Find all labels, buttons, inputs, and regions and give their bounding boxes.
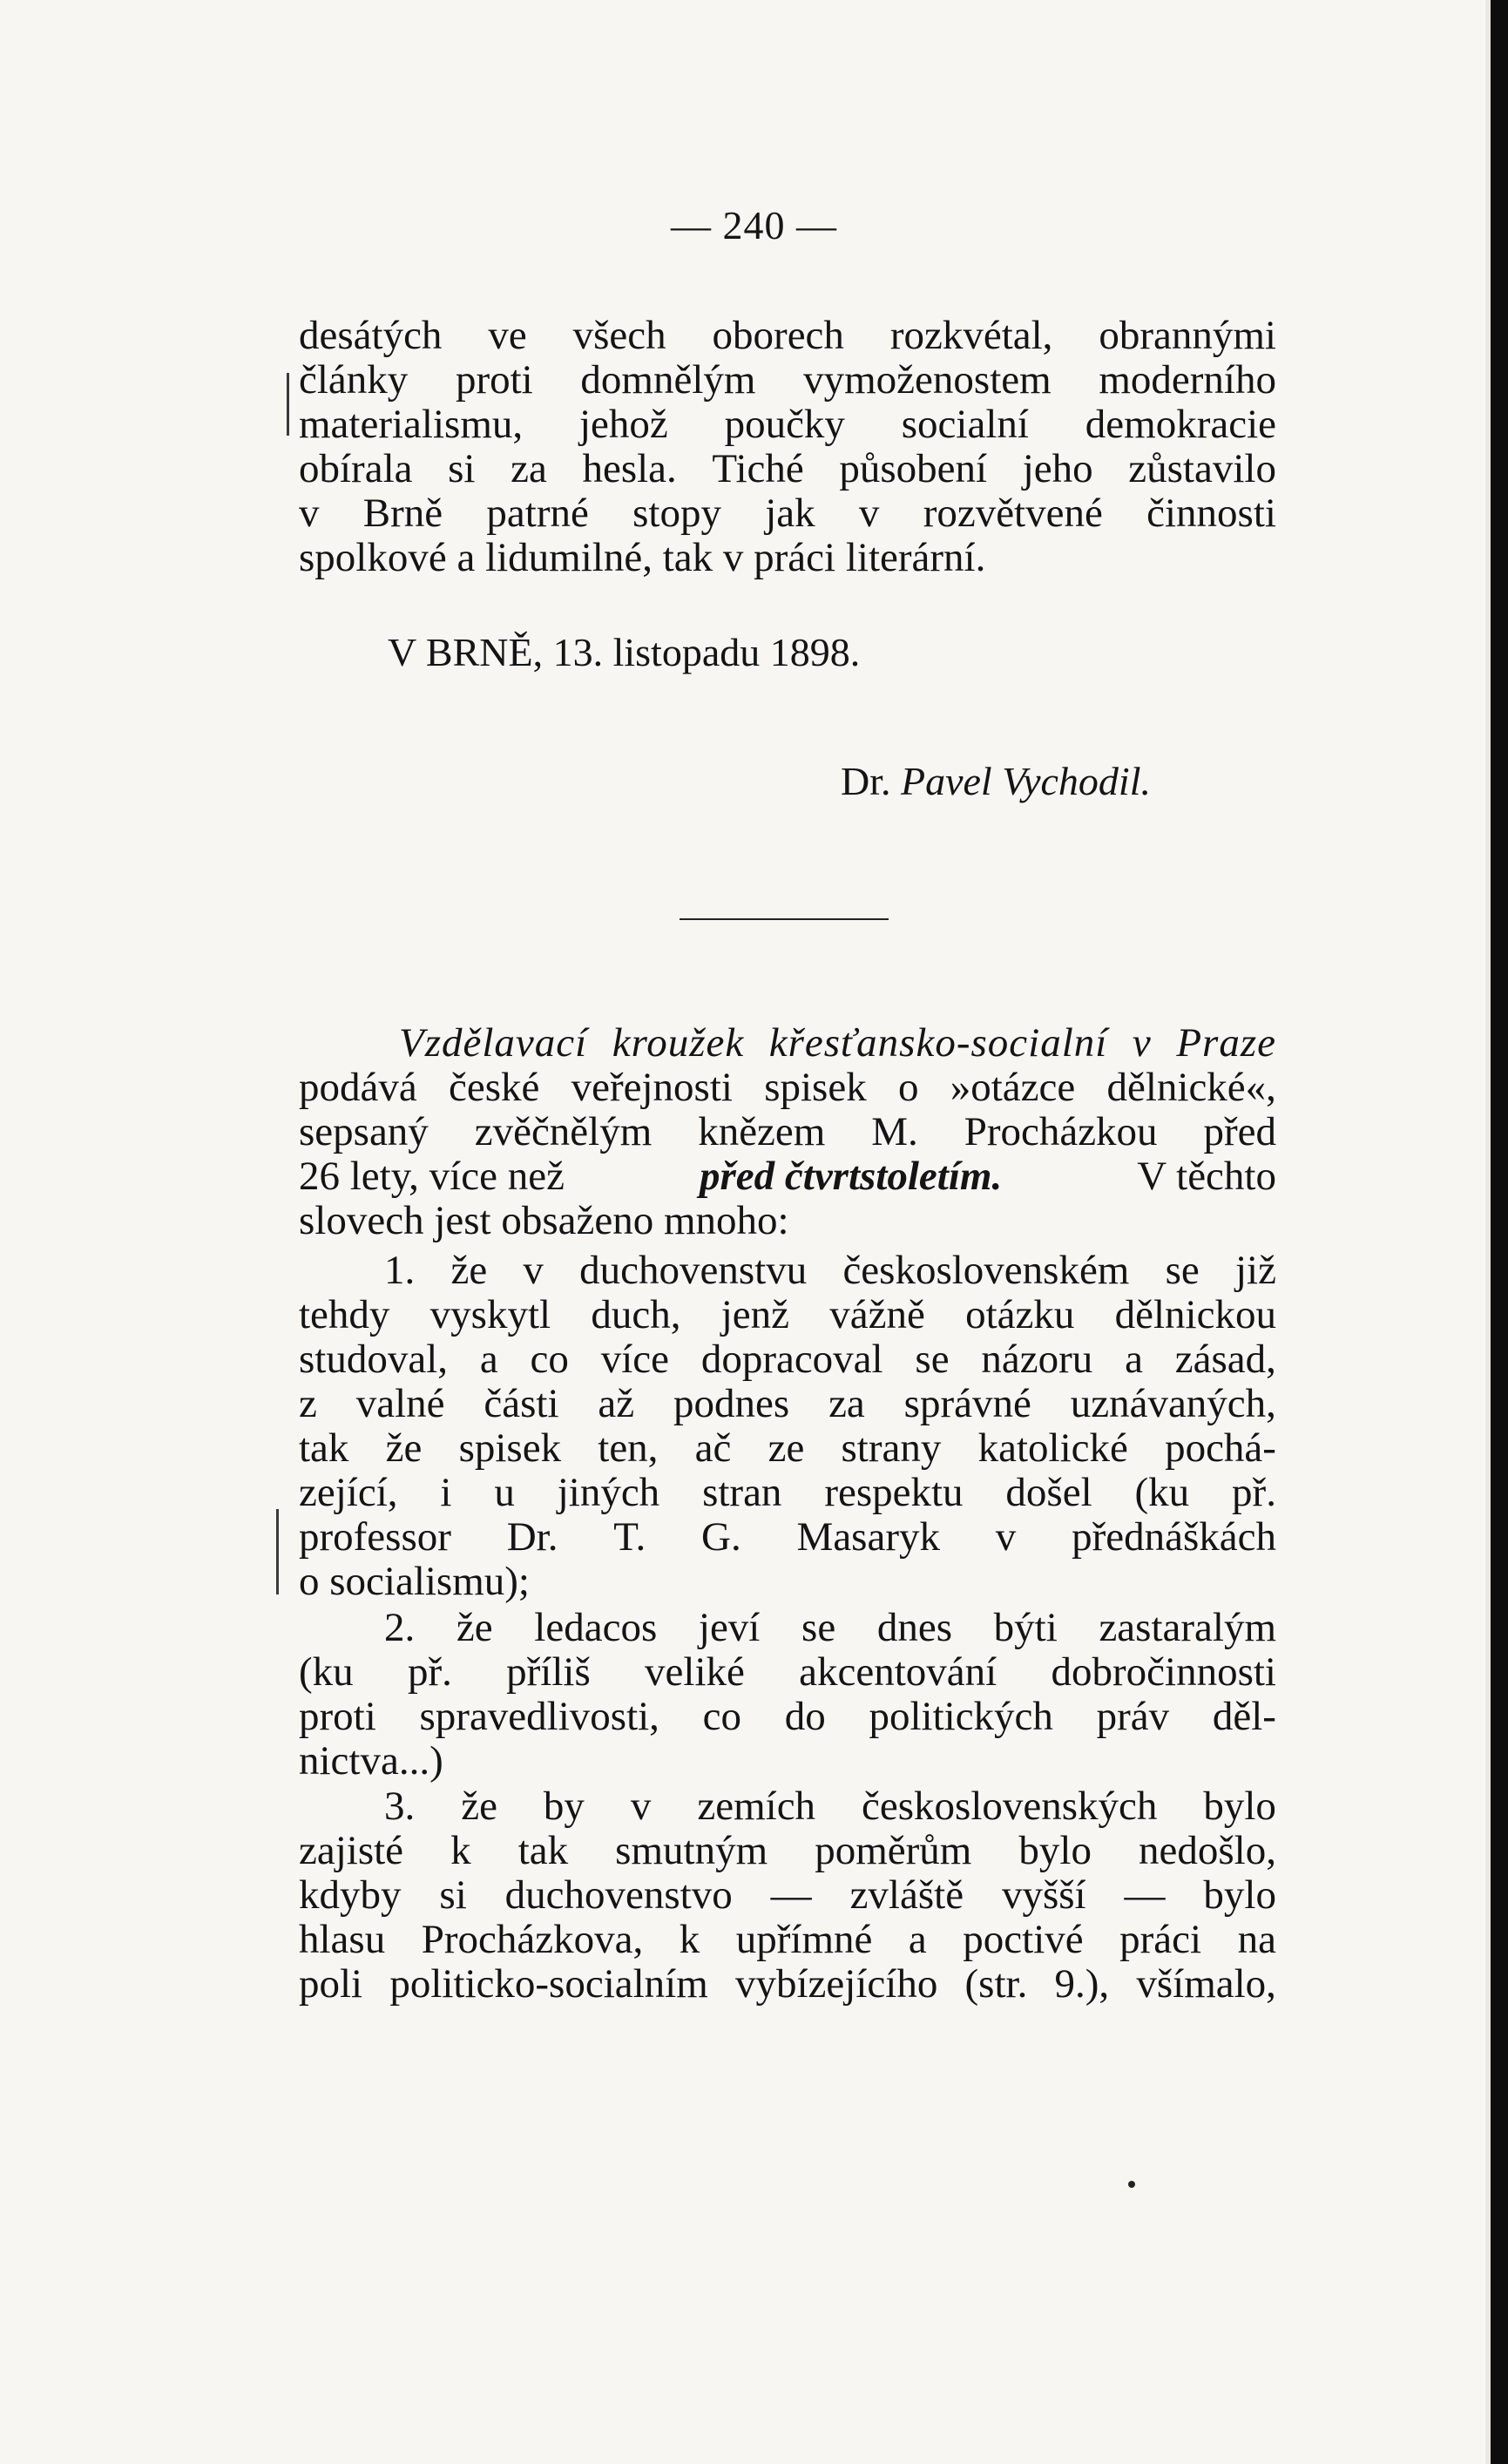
text-line: nictva...) bbox=[299, 1738, 443, 1784]
signature-title: Dr. bbox=[841, 759, 891, 803]
text-line: kdyby si duchovenstvo — zvláště vyšší — bylo bbox=[299, 1872, 1276, 1918]
text-line bbox=[299, 1154, 1276, 1199]
text-line: desátých ve všech oborech rozkvétal, obrannými bbox=[299, 313, 1276, 358]
point-3 bbox=[299, 1784, 1276, 2007]
text-line: studoval, a co více dopracoval se názoru a zásad, bbox=[299, 1337, 1276, 1382]
notice-paragraph bbox=[299, 1021, 1276, 1243]
text-fragment: V těchto bbox=[1137, 1154, 1276, 1199]
text-line: (ku př. příliš veliké akcentování dobročinnosti bbox=[299, 1649, 1276, 1695]
place-date: V BRNĚ, 13. listopadu 1898. bbox=[388, 630, 861, 674]
text-line: proti spravedlivosti, co do politických práv děl- bbox=[299, 1694, 1276, 1739]
margin-mark bbox=[287, 373, 289, 436]
text-line: 1. že v duchovenstvu československém se již bbox=[384, 1248, 1276, 1293]
text-line: podává české veřejnosti spisek o »otázce dělnické«, bbox=[299, 1065, 1276, 1110]
point-2 bbox=[299, 1606, 1276, 1784]
point-1 bbox=[299, 1249, 1276, 1604]
text-line: v Brně patrné stopy jak v rozvětvené činnosti bbox=[299, 491, 1276, 536]
text-line: slovech jest obsaženo mnoho: bbox=[299, 1198, 789, 1243]
text-line: poli politicko-socialním vybízejícího (str. 9.), všímalo, bbox=[299, 1961, 1276, 2007]
text-line: sepsaný zvěčnělým knězem M. Procházkou před bbox=[299, 1109, 1276, 1154]
signature bbox=[841, 758, 1151, 804]
signature-name: Pavel Vychodil. bbox=[901, 759, 1151, 803]
text-line: zajisté k tak smutným poměrům bylo nedošlo, bbox=[299, 1828, 1276, 1873]
text-line: o socialismu); bbox=[299, 1559, 530, 1604]
page-edge-border bbox=[1491, 0, 1508, 2464]
text-line: 3. že by v zemích československých bylo bbox=[384, 1784, 1276, 1829]
text-fragment: 26 lety, více než bbox=[299, 1154, 565, 1199]
page-number: — 240 — bbox=[671, 203, 837, 247]
text-line: obírala si za hesla. Tiché působení jeho zůstavilo bbox=[299, 446, 1276, 491]
text-line: spolkové a lidumilné, tak v práci literární. bbox=[299, 535, 986, 580]
scan-speck bbox=[1128, 2181, 1135, 2188]
paragraph-continuation bbox=[299, 314, 1276, 580]
text-line: professor Dr. T. G. Masaryk v přednáškách bbox=[299, 1514, 1276, 1560]
emphasis-text: před čtvrtstoletím. bbox=[700, 1154, 1003, 1199]
text-line: zející, i u jiných stran respektu došel (ku př. bbox=[299, 1470, 1276, 1515]
text-line: materialismu, jehož poučky socialní demokracie bbox=[299, 402, 1276, 447]
separator-rule bbox=[680, 918, 889, 920]
text-line: 2. že ledacos jeví se dnes býti zastaralým bbox=[384, 1605, 1276, 1650]
notice-heading: Vzdělavací kroužek křesťansko-socialní v Praze bbox=[399, 1020, 1276, 1066]
text-line: články proti domnělým vymoženostem moderního bbox=[299, 357, 1276, 403]
text-line: hlasu Procházkova, k upřímné a poctivé práci na bbox=[299, 1917, 1276, 1962]
text-line: z valné části až podnes za správné uznávaných, bbox=[299, 1381, 1276, 1426]
margin-mark bbox=[276, 1509, 279, 1594]
text-line: tehdy vyskytl duch, jenž vážně otázku dělnickou bbox=[299, 1292, 1276, 1337]
text-line: tak že spisek ten, ač ze strany katolické pochá- bbox=[299, 1425, 1276, 1471]
